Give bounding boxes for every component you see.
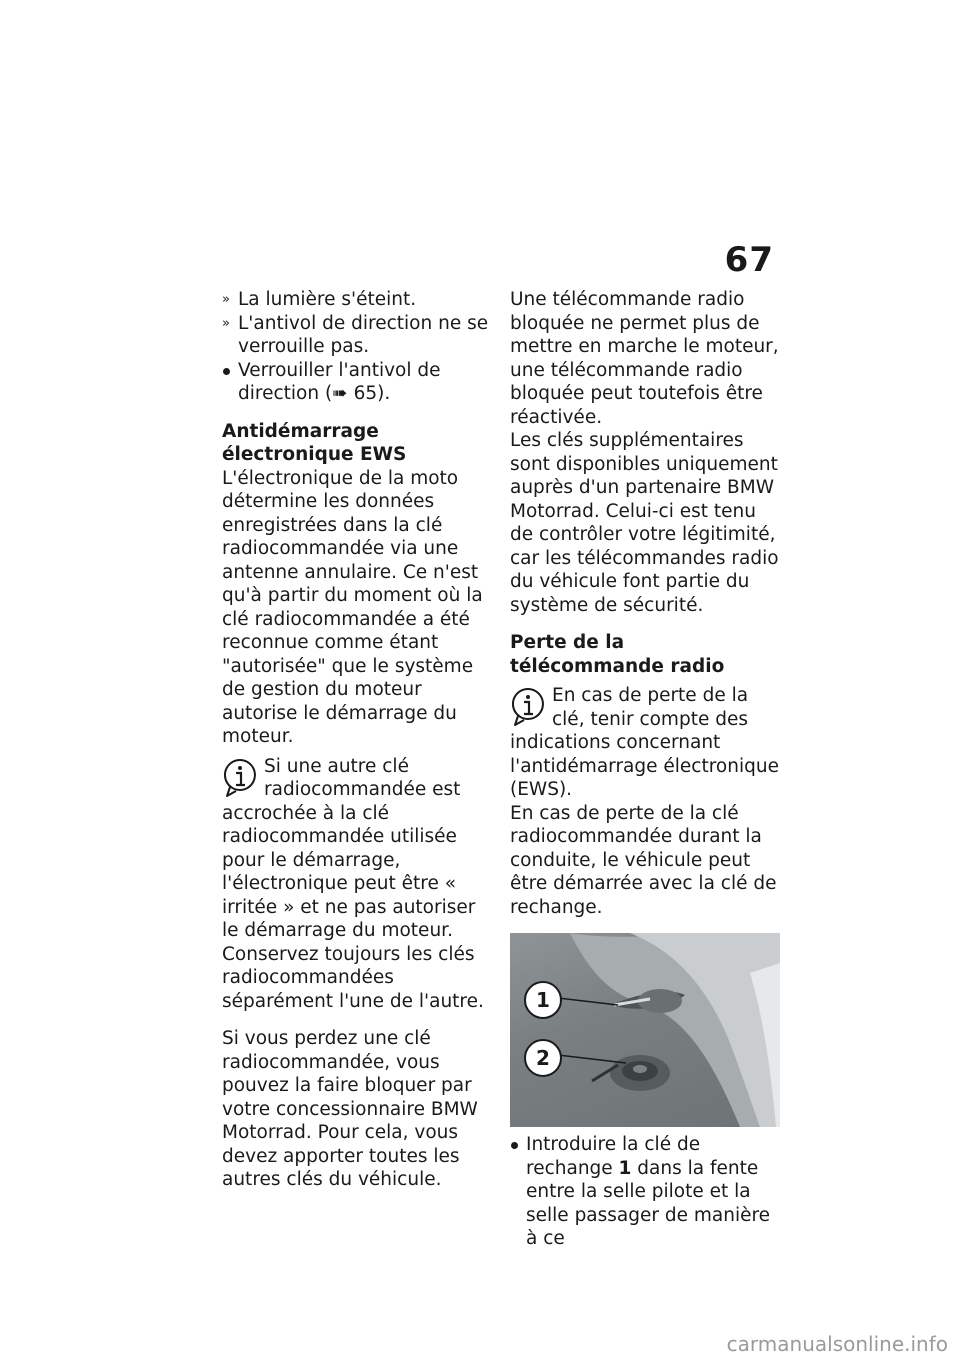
seat-key-slot-figure bbox=[510, 933, 780, 1127]
result-marker-icon: » bbox=[222, 292, 230, 307]
list-item bbox=[222, 312, 490, 359]
note-text: Si une autre clé radiocommandée est accrochée à la clé radiocommandée utilisée pour le démarrage, l'électronique peut être « irritée » et ne pas autoriser le démarrage du moteur. bbox=[222, 755, 476, 941]
paragraph: Une télécommande radio bloquée ne permet plus de mettre en marche le moteur, une télécommande radio bloquée peut toutefois être réactivée. bbox=[510, 289, 779, 428]
paragraph: En cas de perte de la clé radiocommandée durant la conduite, le véhicule peut être démarrée avec la clé de rechange. bbox=[510, 802, 777, 918]
bullet-icon bbox=[223, 368, 230, 375]
info-icon bbox=[510, 686, 546, 728]
info-icon bbox=[222, 757, 258, 799]
paragraph: Conservez toujours les clés radiocommandées séparément l'une de l'autre. bbox=[222, 943, 484, 1012]
info-note bbox=[510, 684, 782, 802]
watermark: carmanualsonline.info bbox=[726, 1332, 948, 1356]
list-item-text: Verrouiller l'antivol de direction ( bbox=[238, 359, 441, 404]
list-item-text: Introduire la clé de rechange bbox=[526, 1134, 701, 1179]
list-item bbox=[222, 359, 490, 406]
list-item-text: 65). bbox=[347, 383, 391, 404]
list-item-text: L'antivol de direction ne se verrouille pas. bbox=[238, 312, 489, 357]
motorcycle-seat-illustration bbox=[510, 933, 780, 1127]
page-number: 67 bbox=[724, 240, 774, 280]
list-item-text: dans la fente entre la selle pilote et la selle passager de manière à ce bbox=[526, 1157, 771, 1249]
section-heading-ews: Antidémarrage électronique EWS bbox=[222, 420, 407, 465]
callout-2: 2 bbox=[524, 1039, 562, 1077]
list-item bbox=[510, 1133, 782, 1251]
right-column bbox=[510, 288, 782, 1251]
note-text: En cas de perte de la clé, tenir compte des indications concernant l'antidémarrage électronique (EWS). bbox=[510, 685, 779, 800]
callout-reference: 1 bbox=[618, 1157, 632, 1179]
section-heading-lost-key: Perte de la télécommande radio bbox=[510, 632, 725, 677]
paragraph: Si vous perdez une clé radiocommandée, vous pouvez la faire bloquer par votre concessionnaire BMW Motorrad. Pour cela, vous devez apporter toutes les autres clés du véhicule. bbox=[222, 1028, 478, 1190]
list-item bbox=[222, 288, 490, 312]
bullet-icon bbox=[511, 1142, 518, 1149]
info-note bbox=[222, 755, 490, 943]
left-column bbox=[222, 288, 490, 1192]
result-marker-icon: » bbox=[222, 315, 230, 331]
list-item-text: La lumière s'éteint. bbox=[238, 289, 417, 310]
paragraph: L'électronique de la moto détermine les données enregistrées dans la clé radiocommandée via une antenne annulaire. Ce n'est qu'à partir du moment où la clé radiocommandée a été reconnue comme étant "autorisée" que le système de gestion du moteur autorise le démarrage du moteur. bbox=[222, 467, 483, 747]
page-ref-arrow-icon: ➠ bbox=[332, 383, 348, 404]
callout-1: 1 bbox=[524, 981, 562, 1019]
paragraph: Les clés supplémentaires sont disponibles uniquement auprès d'un partenaire BMW Motorrad. Celui-ci est tenu de contrôler votre légitimité, car les télécommandes radio du véhicule font partie du système de sécurité. bbox=[510, 430, 779, 616]
